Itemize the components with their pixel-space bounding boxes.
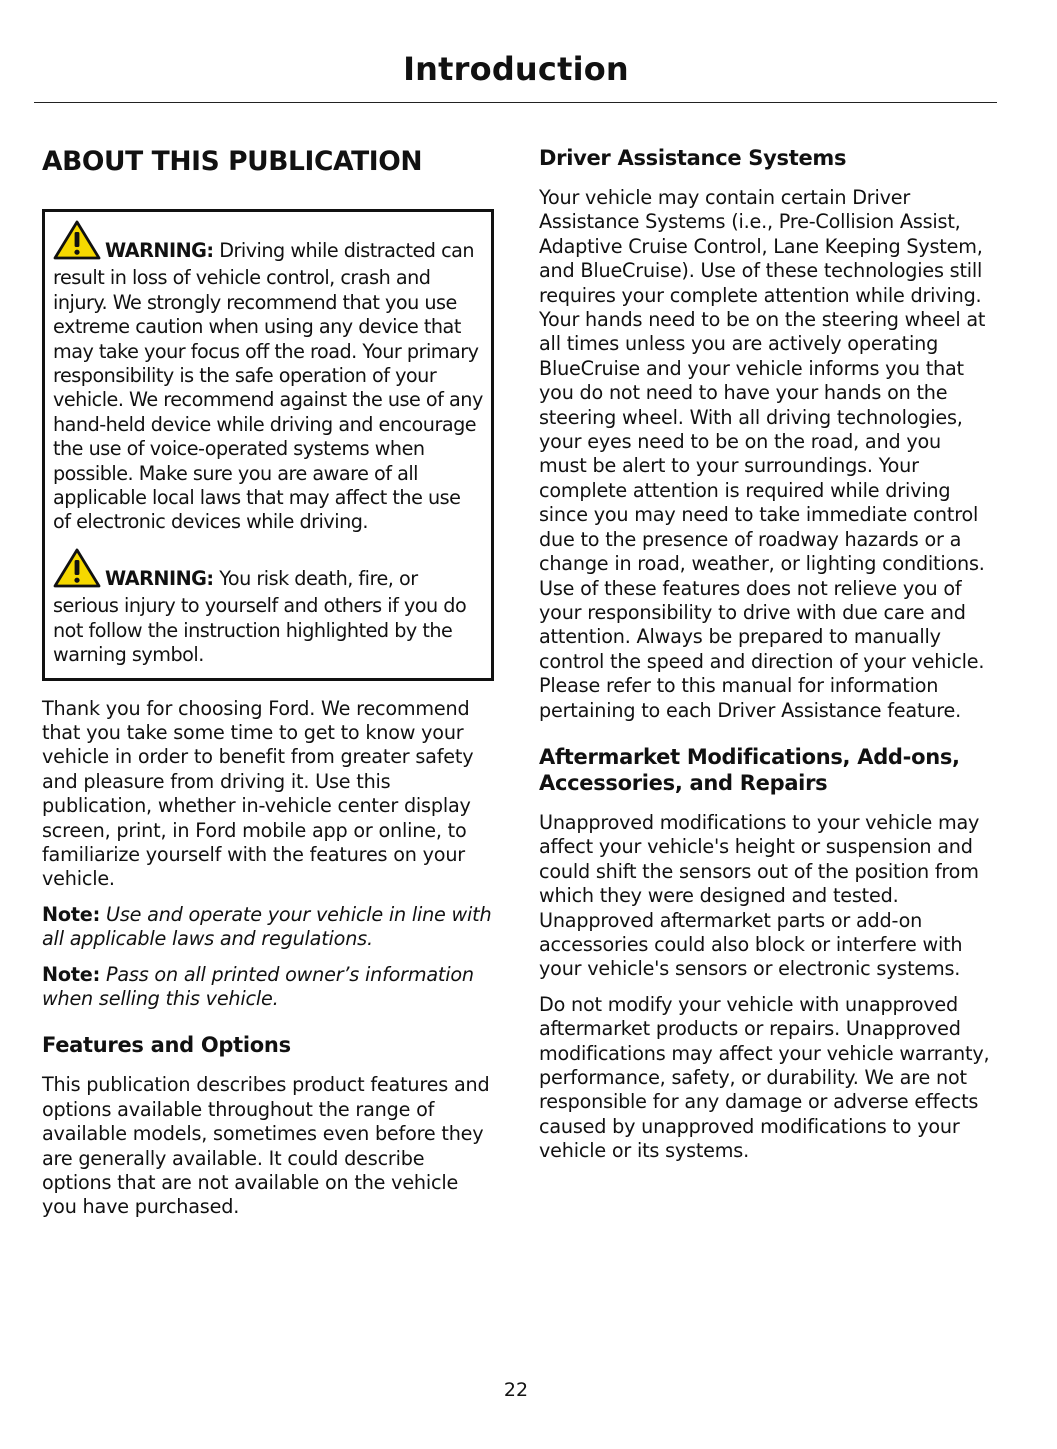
warning-label: WARNING:: [105, 566, 214, 590]
warning-paragraph: [53, 548, 483, 668]
aftermarket-paragraph: Do not modify your vehicle with unapproved aftermarket products or repairs. Unapproved modifications may affect your vehicle warranty, performance, safety, or durability. We are not responsible for any damage or adverse effects caused by unapproved modifications to your vehicle or its systems.: [539, 992, 990, 1163]
warning-block: [53, 220, 483, 535]
note: [42, 963, 494, 1012]
intro-paragraph: Thank you for choosing Ford. We recommend that you take some time to get to know your vehicle in order to benefit from greater safety and pleasure from driving it. Use this publication, whether in-vehicle center display screen, print, in Ford mobile app or online, to familiarize yourself with the features on your vehicle.: [42, 696, 474, 891]
page-title: Introduction: [403, 50, 629, 88]
note-text: Use and operate your vehicle in line with all applicable laws and regulations.: [42, 902, 492, 951]
page-number: 22: [503, 1379, 529, 1401]
warning-paragraph: [53, 220, 483, 535]
warning-text: You risk death, fire, or serious injury to yourself and others if you do not follow the instruction highlighted by the warning symbol.: [53, 566, 467, 667]
warning-box: [42, 209, 494, 681]
warning-block: [53, 548, 483, 668]
note: [42, 903, 494, 952]
driver-assistance-heading: Driver Assistance Systems: [539, 146, 847, 170]
warning-label: WARNING:: [105, 239, 214, 262]
warning-text: Driving while distracted can result in loss of vehicle control, crash and injury. We strongly recommend that you use extreme caution when using any device that may take your focus off the road. Your primary responsibility is the safe operation of your vehicle. We recommend against the use of any hand-held device while driving and encourage the use of voice-operated systems when possible. Make sure you are aware of all applicable local laws that may affect the use of electronic devices while driving.: [53, 239, 483, 534]
features-heading: Features and Options: [42, 1033, 291, 1058]
note-text: Pass on all printed owner’s information when selling this vehicle.: [42, 962, 474, 1010]
note-label: Note:: [42, 962, 101, 986]
features-paragraph: This publication describes product features and options available throughout the range of available models, sometimes even before they are generally available. It could describe options that are not available on the vehicle you have purchased.: [42, 1073, 490, 1219]
header-rule: [34, 102, 997, 103]
warning-triangle-icon: [53, 220, 101, 266]
warning-triangle-icon: [53, 548, 101, 594]
section-title: ABOUT THIS PUBLICATION: [42, 146, 423, 177]
aftermarket-paragraph: Unapproved modifications to your vehicle may affect your vehicle's height or suspension and could shift the sensors out of the position from which they were designed and tested. Unapproved aftermarket parts or add-on accessories could also block or interfere with your vehicle's sensors or electronic systems.: [539, 810, 980, 981]
driver-assistance-paragraph: Your vehicle may contain certain Driver Assistance Systems (i.e., Pre-Collision Assist, Adaptive Cruise Control, Lane Keeping System, and BlueCruise). Use of these technologies still requires your complete attention while driving. Your hands need to be on the steering wheel at all times unless you are actively operating BlueCruise and your vehicle informs you that you do not need to have your hands on the steering wheel. With all driving technologies, your eyes need to be on the road, and you must be alert to your surroundings. Your complete attention is required while driving since you may need to take immediate control due to the presence of roadway hazards or a change in road, weather, or lighting conditions. Use of these features does not relieve you of your responsibility to drive with due care and attention. Always be prepared to manually control the speed and direction of your vehicle. Please refer to this manual for information pertaining to each Driver Assistance feature.: [539, 186, 986, 722]
right-column: [539, 145, 991, 1164]
note-label: Note:: [42, 902, 101, 926]
left-column: [42, 142, 494, 1220]
aftermarket-heading: Aftermarket Modifications, Add-ons, Accessories, and Repairs: [539, 744, 960, 795]
